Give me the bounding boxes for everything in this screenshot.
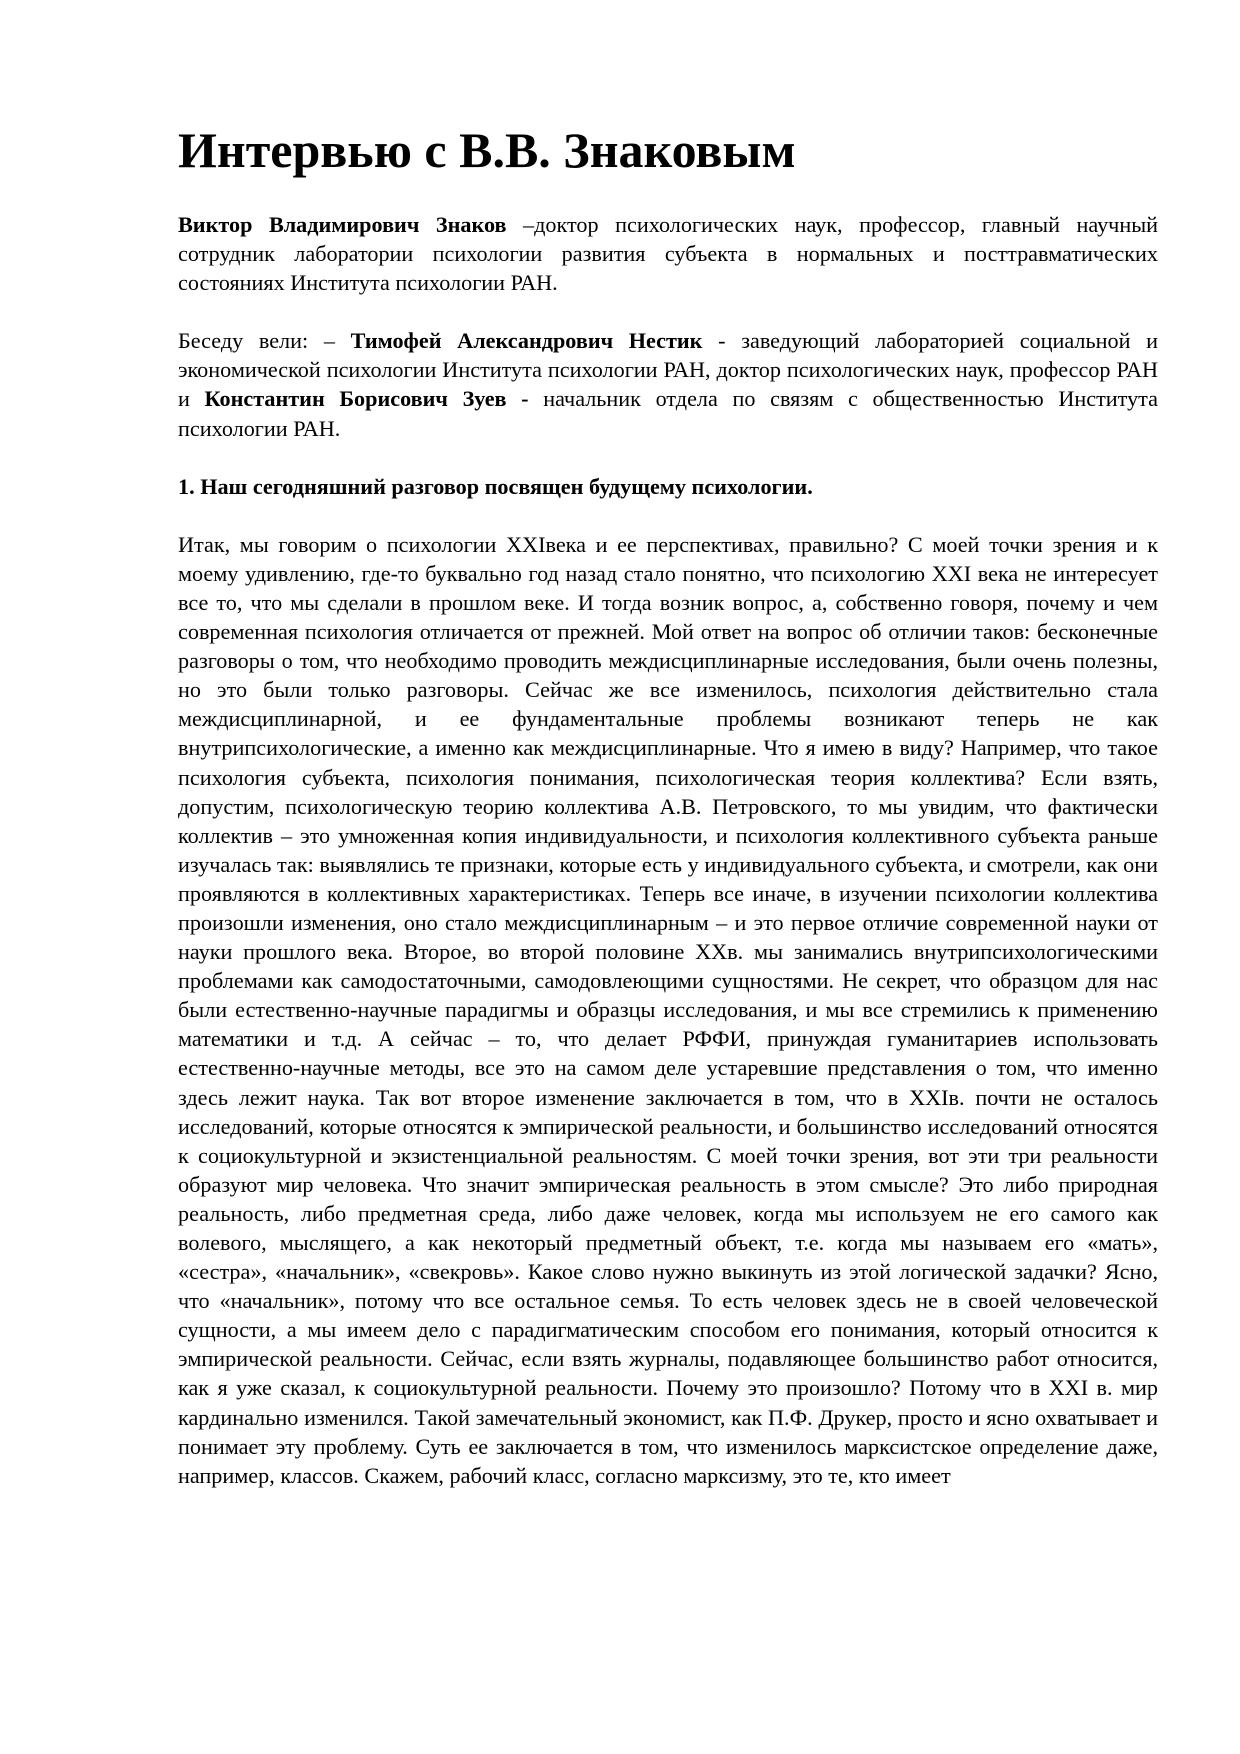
interviewee-name: Виктор Владимирович Знаков: [178, 212, 507, 237]
document-title: Интервью с В.В. Знаковым: [178, 122, 796, 178]
answer-1: Итак, мы говорим о психологии XXIвека и ее перспективах, правильно? С моей точки зрения и к моему удивлению, где-то буквально год назад стало понятно, что психологию XXI века не интересует все то, что мы сделали в прошлом веке. И тогда возник вопрос, а, собственно говоря, почему и чем современная психология отличается от прежней. Мой ответ на вопрос об отличии таков: бесконечные разговоры о том, что необходимо проводить междисциплинарные исследования, были очень полезны, но это были только разговоры. Сейчас же все изменилось, психология действительно стала междисциплинарной, и ее фундаментальные проблемы возникают теперь не как внутрипсихологические, а именно как междисциплинарные. Что я имею в виду? Например, что такое психология субъекта, психология понимания, психологическая теория коллектива? Если взять, допустим, психологическую теорию коллектива А.В. Петровского, то мы увидим, что фактически коллектив – это умноженная копия индивидуальности, и психология коллективного субъекта раньше изучалась так: выявлялись те признаки, которые есть у индивидуального субъекта, и смотрели, как они проявляются в коллективных характеристиках. Теперь все иначе, в изучении психологии коллектива произошли изменения, оно стало междисциплинарным – и это первое отличие современной науки от науки прошлого века. Второе, во второй половине XXв. мы занимались внутрипсихологическими проблемами как самодостаточными, самодовлеющими сущностями. Не секрет, что образцом для нас были естественно-научные парадигмы и образцы исследования, и мы все стремились к применению математики и т.д. А сейчас – то, что делает РФФИ, принуждая гуманитариев использовать естественно-научные методы, все это на самом деле устаревшие представления о том, что именно здесь лежит наука. Так вот второе изменение заключается в том, что в XXIв. почти не осталось исследований, которые относятся к эмпирической реальности, и большинство исследований относятся к социокультурной и экзистенциальной реальностям. С моей точки зрения, вот эти три реальности образуют мир человека. Что значит эмпирическая реальность в этом смысле? Это либо природная реальность, либо предметная среда, либо даже человек, когда мы используем не его самого как волевого, мыслящего, а как некоторый предметный объект, т.е. когда мы называем его «мать», «сестра», «начальник», «свекровь». Какое слово нужно выкинуть из этой логической задачки? Ясно, что «начальник», потому что все остальное семья. То есть человек здесь не в своей человеческой сущности, а мы имеем дело с парадигматическим способом его понимания, который относится к эмпирической реальности. Сейчас, если взять журналы, подавляющее большинство работ относится, как я уже сказал, к социокультурной реальности. Почему это произошло? Потому что в XXI в. мир кардинально изменился. Такой замечательный экономист, как П.Ф. Друкер, просто и ясно охватывает и понимает эту проблему. Суть ее заключается в том, что изменилось марксистское определение даже, например, классов. Скажем, рабочий класс, согласно марксизму, это те, кто имеет: [178, 531, 1158, 1488]
interviewers-prefix: Беседу вели: –: [178, 328, 351, 354]
question-1: 1. Наш сегодняшний разговор посвящен будущему психологии.: [178, 473, 813, 499]
interviewer-2-description: начальник отдела по связям с общественностью Института психологии РАН.: [178, 386, 1158, 441]
interviewers-paragraph: [178, 326, 1158, 442]
interviewer-2-name: Константин Борисович Зуев -: [204, 386, 529, 412]
document-page: [178, 118, 1158, 1490]
interviewer-1-description: - заведующий лабораторией социальной и экономической психологии Института психологии РАН, доктор психологических наук, профессор РАН и: [178, 328, 1158, 412]
intro-paragraph: [178, 210, 1158, 297]
interviewee-description: –доктор психологических наук, профессор, главный научный сотрудник лаборатории психологии развития субъекта в нормальных и посттравматических состояниях Института психологии РАН.: [178, 212, 1158, 296]
interviewer-1-name: Тимофей Александрович Нестик: [350, 328, 703, 354]
